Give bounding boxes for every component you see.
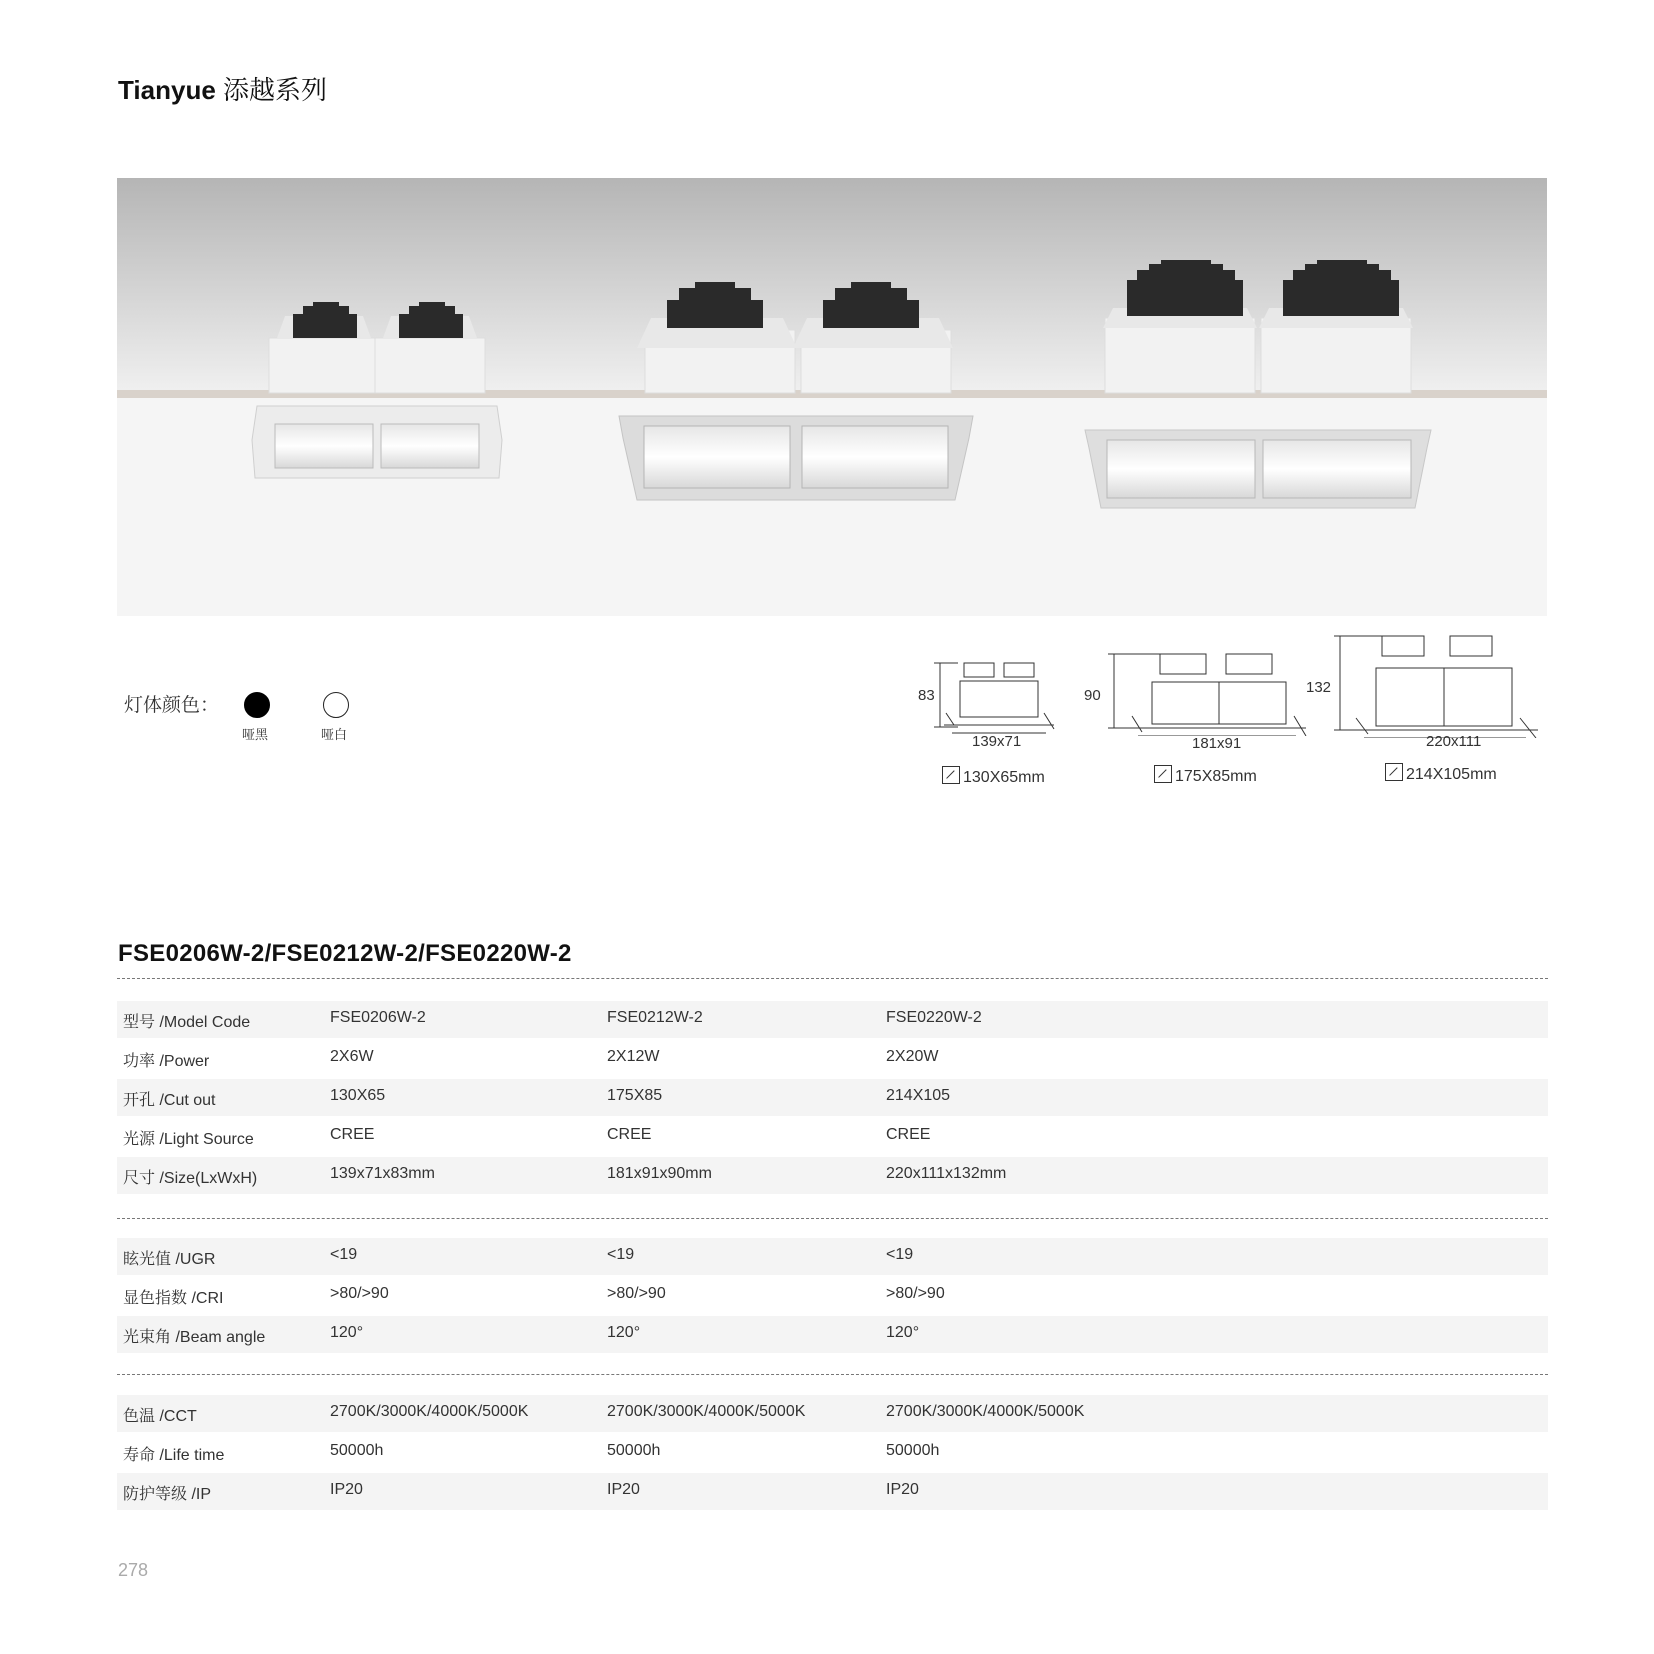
spec-value: CREE [886,1126,931,1143]
spec-value: 181x91x90mm [607,1165,712,1182]
spec-row [117,1395,1548,1432]
cutout-small [942,766,1045,787]
spec-value: FSE0220W-2 [886,1009,982,1026]
spec-row [117,1001,1548,1038]
color-name-black: 哑黑 [242,727,269,742]
series-name-en: Tianyue [118,75,216,105]
model-heading: FSE0206W-2/FSE0212W-2/FSE0220W-2 [118,940,572,967]
spec-value: 50000h [886,1442,940,1459]
dimension-diagram-small [918,655,1078,735]
size-label-small: 139x71 [972,733,1022,750]
divider [117,1374,1548,1375]
spec-value: 120° [330,1324,364,1341]
spec-value: >80/>90 [886,1285,945,1302]
series-name-cn: 添越系列 [223,75,328,105]
spec-value: IP20 [607,1481,640,1498]
spec-value: 175X85 [607,1087,663,1104]
spec-value: IP20 [886,1481,919,1498]
color-swatch-black [244,692,270,718]
spec-label: 开孔 /Cut out [123,1092,216,1109]
spec-value: FSE0212W-2 [607,1009,703,1026]
spec-label: 显色指数 /CRI [123,1290,224,1307]
height-label-medium: 90 [1084,687,1101,704]
spec-row [117,1157,1548,1194]
color-name-white: 哑白 [321,727,348,742]
height-label-large: 132 [1306,679,1332,696]
spec-label: 功率 /Power [123,1053,210,1070]
size-label-large: 220x111 [1426,733,1482,750]
spec-value: CREE [330,1126,375,1143]
dimension-diagram-large [1306,634,1546,738]
cutout-large [1385,763,1497,784]
product-hero-image [117,178,1547,616]
spec-value: 50000h [607,1442,661,1459]
spec-value: 120° [607,1324,641,1341]
spec-label: 防护等级 /IP [123,1486,212,1503]
spec-label: 色温 /CCT [123,1408,197,1425]
spec-label: 光源 /Light Source [123,1131,254,1148]
spec-row [117,1079,1548,1116]
spec-value: <19 [607,1246,635,1263]
spec-label: 型号 /Model Code [123,1014,251,1031]
cutout-icon [1154,765,1172,783]
series-title [118,70,327,107]
cutout-icon [1385,763,1403,781]
spec-value: 2X12W [607,1048,660,1065]
spec-value: 50000h [330,1442,384,1459]
spec-row [117,1316,1548,1353]
cutout-icon [942,766,960,784]
divider [117,1218,1548,1219]
spec-label: 寿命 /Life time [123,1447,225,1464]
spec-value: 139x71x83mm [330,1165,435,1182]
spec-value: 220x111x132mm [886,1165,1007,1182]
cutout-label-large: 214X105mm [1406,766,1497,783]
spec-value: 2X6W [330,1048,374,1065]
spec-value: 2X20W [886,1048,939,1065]
size-label-medium: 181x91 [1192,735,1242,752]
spec-label: 眩光值 /UGR [123,1251,216,1268]
cutout-label-medium: 175X85mm [1175,768,1257,785]
spec-row [117,1277,1548,1314]
spec-row [117,1473,1548,1510]
spec-value: 2700K/3000K/4000K/5000K [607,1403,806,1420]
spec-value: 130X65 [330,1087,386,1104]
spec-label: 光束角 /Beam angle [123,1329,266,1346]
spec-value: <19 [330,1246,358,1263]
height-label-small: 83 [918,687,935,704]
color-swatch-white [323,692,349,718]
spec-value: <19 [886,1246,914,1263]
cutout-label-small: 130X65mm [963,769,1045,786]
page-number: 278 [118,1560,149,1580]
spec-row [117,1040,1548,1077]
spec-value: IP20 [330,1481,363,1498]
spec-row [117,1434,1548,1471]
spec-value: 214X105 [886,1087,951,1104]
spec-row [117,1118,1548,1155]
spec-value: >80/>90 [607,1285,666,1302]
spec-label: 尺寸 /Size(LxWxH) [123,1170,258,1187]
spec-value: FSE0206W-2 [330,1009,426,1026]
cutout-medium [1154,765,1257,786]
spec-value: 120° [886,1324,920,1341]
spec-value: 2700K/3000K/4000K/5000K [886,1403,1085,1420]
color-label: 灯体颜色： [124,695,220,716]
spec-value: >80/>90 [330,1285,389,1302]
dimension-diagram-medium [1082,648,1312,736]
spec-row [117,1238,1548,1275]
spec-value: CREE [607,1126,652,1143]
spec-value: 2700K/3000K/4000K/5000K [330,1403,529,1420]
divider [117,978,1548,979]
